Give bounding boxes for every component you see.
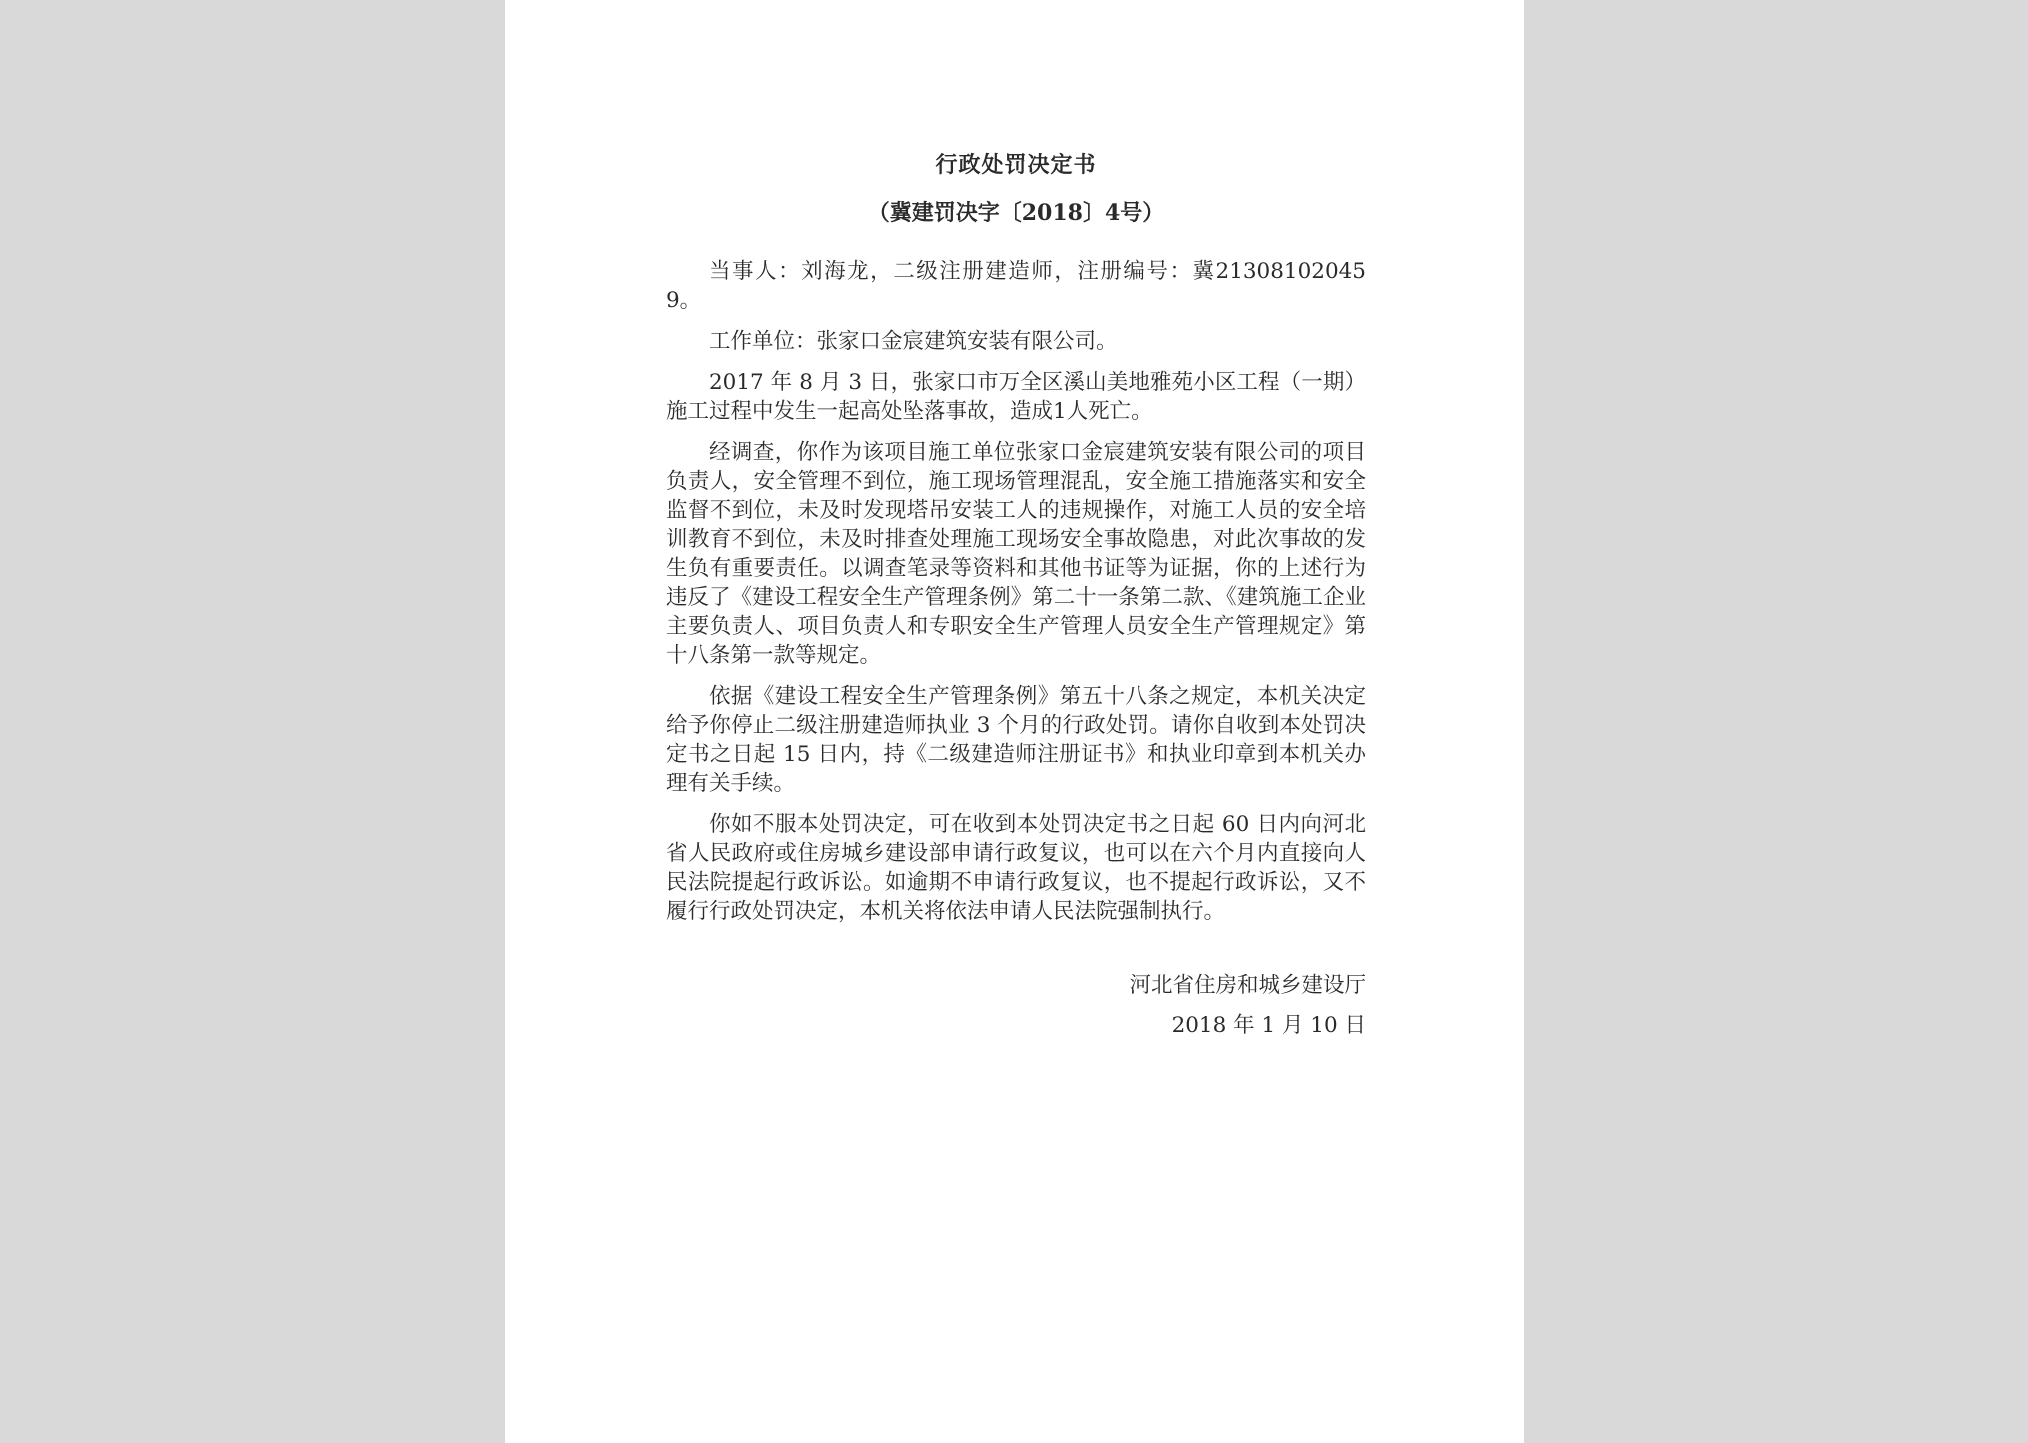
signature-block: [666, 966, 1366, 1046]
paragraph-investigation: 经调查，你作为该项目施工单位张家口金宸建筑安装有限公司的项目负责人，安全管理不到位，施工现场管理混乱，安全施工措施落实和安全监督不到位，未及时发现塔吊安装工人的违规操作，对施工人员的安全培训教育不到位，未及时排查处理施工现场安全事故隐患，对此次事故的发生负有重要责任。以调查笔录等资料和其他书证等为证据，你的上述行为违反了《建设工程安全生产管理条例》第二十一条第二款、《建筑施工企业主要负责人、项目负责人和专职安全生产管理人员安全生产管理规定》第十八条第一款等规定。: [666, 440, 1366, 668]
document-page: [505, 0, 1524, 1443]
paragraph-incident: 2017 年 8 月 3 日，张家口市万全区溪山美地雅苑小区工程（一期）施工过程中发生一起高处坠落事故，造成1人死亡。: [666, 370, 1366, 424]
paragraph-party: 当事人：刘海龙，二级注册建造师，注册编号：冀213081020459。: [666, 259, 1366, 313]
issuer-name: 河北省住房和城乡建设厅: [1129, 973, 1366, 998]
paragraph-employer: 工作单位：张家口金宸建筑安装有限公司。: [709, 329, 1118, 354]
paragraph-penalty: 依据《建设工程安全生产管理条例》第五十八条之规定，本机关决定给予你停止二级注册建造师执业 3 个月的行政处罚。请你自收到本处罚决定书之日起 15 日内，持《二级建造师注册证书》和执业印章到本机关办理有关手续。: [666, 684, 1366, 796]
issue-date: 2018 年 1 月 10 日: [1171, 1013, 1366, 1038]
document-title: 行政处罚决定书: [935, 152, 1097, 178]
document-number: （冀建罚决字〔2018〕4号）: [867, 200, 1165, 226]
document-content: [666, 145, 1366, 1046]
paragraph-appeal: 你如不服本处罚决定，可在收到本处罚决定书之日起 60 日内向河北省人民政府或住房城乡建设部申请行政复议，也可以在六个月内直接向人民法院提起行政诉讼。如逾期不申请行政复议，也不提起行政诉讼，又不履行行政处罚决定，本机关将依法申请人民法院强制执行。: [666, 812, 1366, 924]
